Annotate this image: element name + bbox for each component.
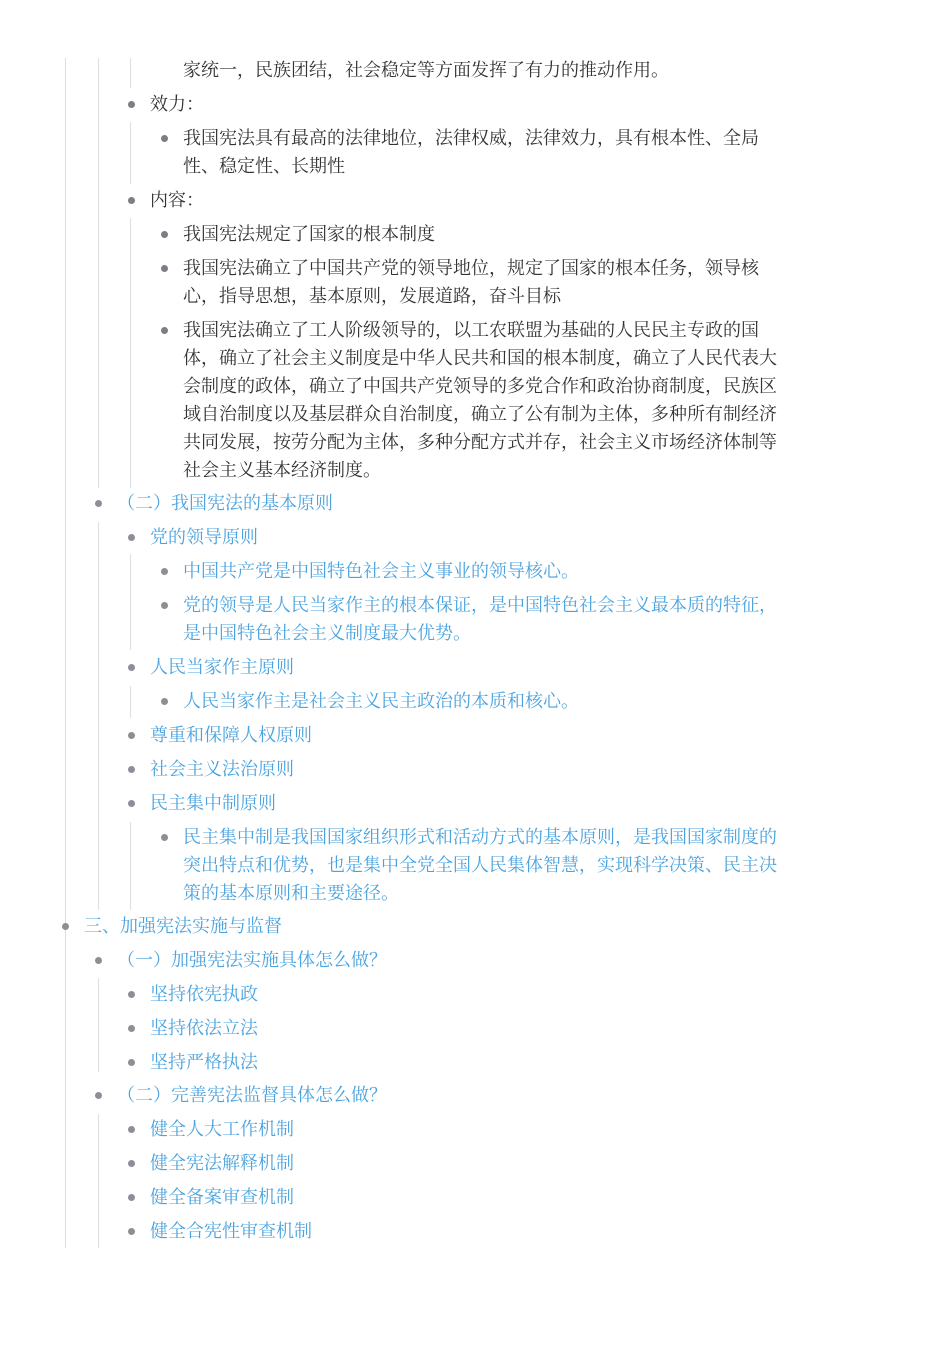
bullet (161, 231, 168, 238)
list-item: 性、稳定性、长期性 (183, 156, 345, 177)
list-item[interactable]: 健全备案审查机制 (150, 1187, 294, 1208)
guide-line-level3 (130, 58, 131, 88)
bullet (95, 1092, 102, 1099)
outline-heading-principles[interactable]: （二）我国宪法的基本原则 (117, 493, 333, 514)
list-item[interactable]: 突出特点和优势，也是集中全党全国人民集体智慧，实现科学决策、民主决 (183, 855, 777, 876)
outline-item-rule-of-law[interactable]: 社会主义法治原则 (150, 759, 294, 780)
bullet (161, 265, 168, 272)
bullet (161, 135, 168, 142)
bullet (161, 698, 168, 705)
guide-line-level3 (130, 686, 131, 718)
guide-line-level3 (130, 122, 131, 184)
list-item: 社会主义基本经济制度。 (183, 460, 381, 481)
list-item: 我国宪法规定了国家的根本制度 (183, 224, 435, 245)
bullet (128, 534, 135, 541)
bullet (128, 1126, 135, 1133)
bullet (128, 1228, 135, 1235)
bullet (161, 834, 168, 841)
bullet (128, 766, 135, 773)
guide-line-level3 (130, 554, 131, 650)
outline-item-party-leadership[interactable]: 党的领导原则 (150, 527, 258, 548)
outline-item-democratic-centralism[interactable]: 民主集中制原则 (150, 793, 276, 814)
list-item[interactable]: 党的领导是人民当家作主的根本保证，是中国特色社会主义最本质的特征， (183, 595, 777, 616)
list-item[interactable]: 策的基本原则和主要途径。 (183, 883, 399, 904)
outline-item-people-master[interactable]: 人民当家作主原则 (150, 657, 294, 678)
list-item: 共同发展，按劳分配为主体，多种分配方式并存，社会主义市场经济体制等 (183, 432, 777, 453)
guide-line-level2 (98, 978, 99, 1072)
list-item[interactable]: 坚持严格执法 (150, 1052, 258, 1073)
outline-item-content: 内容： (150, 190, 204, 211)
outline-item-human-rights[interactable]: 尊重和保障人权原则 (150, 725, 312, 746)
bullet (128, 1059, 135, 1066)
outline-heading-section3[interactable]: 三、加强宪法实施与监督 (84, 916, 282, 937)
guide-line-level1 (65, 58, 66, 1248)
list-item: 我国宪法确立了中国共产党的领导地位，规定了国家的根本任务，领导核 (183, 258, 759, 279)
list-item[interactable]: 民主集中制是我国国家组织形式和活动方式的基本原则，是我国国家制度的 (183, 827, 777, 848)
bullet (128, 1160, 135, 1167)
bullet (128, 101, 135, 108)
list-item[interactable]: 健全合宪性审查机制 (150, 1221, 312, 1242)
guide-line-level2 (98, 58, 99, 488)
list-item: 我国宪法具有最高的法律地位，法律权威，法律效力，具有根本性、全局 (183, 128, 759, 149)
bullet (128, 800, 135, 807)
list-item: 体，确立了社会主义制度是中华人民共和国的根本制度，确立了人民代表大 (183, 348, 777, 369)
bullet (161, 568, 168, 575)
list-item[interactable]: 中国共产党是中国特色社会主义事业的领导核心。 (183, 561, 579, 582)
outline-item-effect: 效力： (150, 94, 204, 115)
guide-line-level2 (98, 1114, 99, 1248)
outline-heading-implement[interactable]: （一）加强宪法实施具体怎么做？ (117, 950, 387, 971)
bullet (128, 732, 135, 739)
guide-line-level3 (130, 218, 131, 488)
list-item: 域自治制度以及基层群众自治制度，确立了公有制为主体，多种所有制经济 (183, 404, 777, 425)
list-item[interactable]: 健全宪法解释机制 (150, 1153, 294, 1174)
bullet (161, 602, 168, 609)
bullet (161, 327, 168, 334)
outline-heading-supervise[interactable]: （二）完善宪法监督具体怎么做？ (117, 1085, 387, 1106)
bullet (128, 1194, 135, 1201)
bullet (128, 664, 135, 671)
list-item-continuation: 家统一，民族团结，社会稳定等方面发挥了有力的推动作用。 (183, 60, 669, 81)
list-item[interactable]: 坚持依法立法 (150, 1018, 258, 1039)
bullet (128, 1025, 135, 1032)
bullet (95, 957, 102, 964)
list-item[interactable]: 坚持依宪执政 (150, 984, 258, 1005)
guide-line-level3 (130, 822, 131, 910)
list-item: 心，指导思想，基本原则，发展道路，奋斗目标 (183, 286, 561, 307)
list-item: 我国宪法确立了工人阶级领导的，以工农联盟为基础的人民民主专政的国 (183, 320, 759, 341)
list-item[interactable]: 人民当家作主是社会主义民主政治的本质和核心。 (183, 691, 579, 712)
bullet (62, 923, 69, 930)
bullet (128, 991, 135, 998)
bullet (128, 197, 135, 204)
list-item: 会制度的政体，确立了中国共产党领导的多党合作和政治协商制度，民族区 (183, 376, 777, 397)
guide-line-level2 (98, 522, 99, 910)
list-item[interactable]: 是中国特色社会主义制度最大优势。 (183, 623, 471, 644)
bullet (95, 500, 102, 507)
list-item[interactable]: 健全人大工作机制 (150, 1119, 294, 1140)
